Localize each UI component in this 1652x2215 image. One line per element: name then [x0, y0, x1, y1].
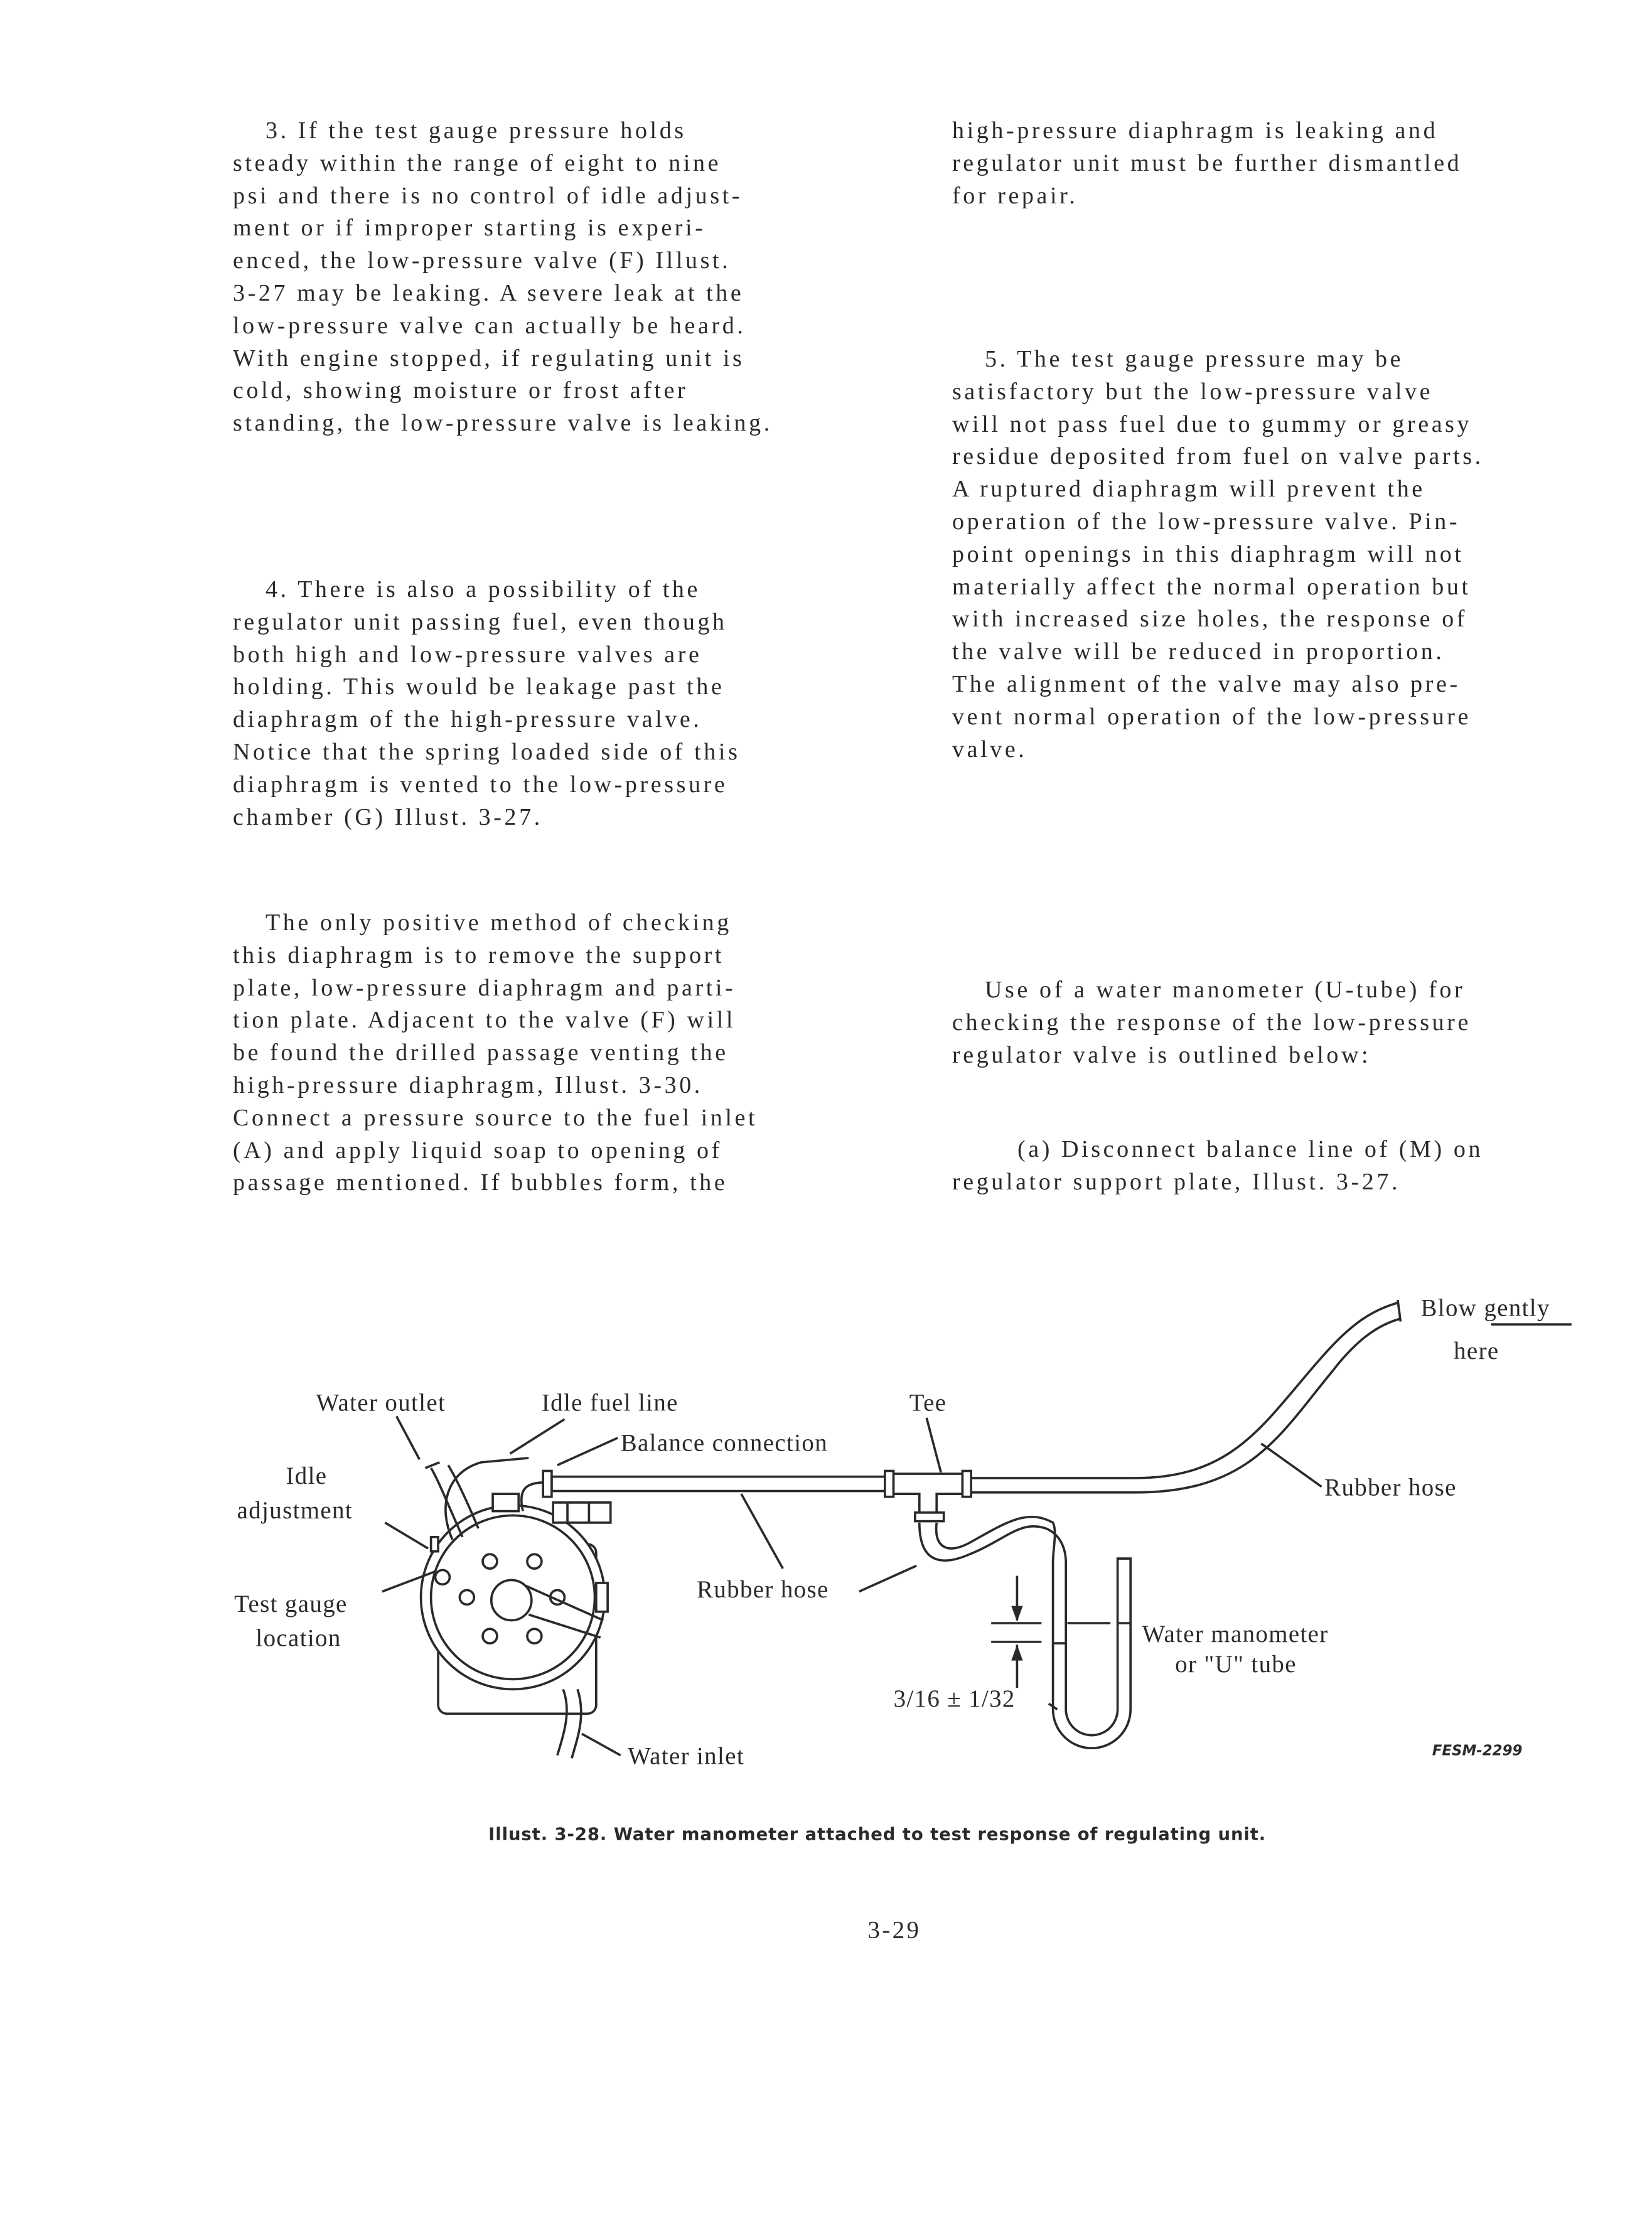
figure-caption: Illust. 3-28. Water manometer attached to test response of regulating unit. — [488, 1825, 1267, 1845]
text-line: both high and low-pressure valves are — [233, 641, 702, 668]
text-line: operation of the low-pressure valve. Pin- — [952, 508, 1461, 535]
text-line: plate, low-pressure diaphragm and parti- — [233, 974, 736, 1001]
text-line: regulator unit passing fuel, even though — [233, 608, 727, 635]
text-line: regulator valve is outlined below: — [952, 1041, 1371, 1068]
label-idle-fuel-line: Idle fuel line — [541, 1389, 678, 1417]
text-line: (a) Disconnect balance line of (M) on — [1017, 1136, 1484, 1162]
text-line: materially affect the normal operation but — [952, 573, 1471, 600]
text-line: residue deposited from fuel on valve parts. — [952, 443, 1484, 470]
label-idle-adjustment-line1: Idle — [286, 1462, 328, 1490]
text-line: cold, showing moisture or frost after — [233, 377, 689, 404]
text-line: high-pressure diaphragm is leaking and — [952, 117, 1439, 144]
label-here: here — [1454, 1338, 1499, 1365]
text-line: low-pressure valve can actually be heard. — [233, 312, 746, 339]
text-line: checking the response of the low-pressure — [952, 1009, 1471, 1036]
rubber-hose-to-manometer — [920, 1517, 1066, 1563]
text-line: holding. This would be leakage past the — [233, 673, 725, 700]
label-rubber-hose-lower: Rubber hose — [697, 1575, 829, 1603]
text-line: diaphragm is vented to the low-pressure — [233, 771, 728, 798]
label-balance-connection: Balance connection — [620, 1429, 829, 1457]
text-line: Notice that the spring loaded side of this — [233, 738, 741, 765]
text-line: will not pass fuel due to gummy or greasy — [952, 410, 1472, 437]
text-line: passage mentioned. If bubbles form, the — [233, 1169, 728, 1196]
label-test-gauge-line2: location — [255, 1624, 341, 1652]
text-line: vent normal operation of the low-pressure — [952, 703, 1472, 730]
text-line: 4. There is also a possibility of the — [266, 576, 700, 603]
text-line: valve. — [952, 736, 1027, 763]
text-line: The only positive method of checking — [266, 909, 732, 936]
text-line: Connect a pressure source to the fuel inlet — [233, 1104, 758, 1131]
text-line: 5. The test gauge pressure may be — [985, 346, 1404, 372]
text-line: diaphragm of the high-pressure valve. — [233, 706, 702, 733]
tee-fitting — [894, 1474, 963, 1514]
figure-id: FESM-2299 — [1432, 1742, 1523, 1759]
text-line: be found the drilled passage venting the — [233, 1039, 729, 1066]
text-line: psi and there is no control of idle adjust- — [233, 182, 743, 209]
text-line: A ruptured diaphragm will prevent the — [952, 476, 1425, 503]
label-water-inlet: Water inlet — [628, 1742, 745, 1770]
text-line: standing, the low-pressure valve is leaking. — [233, 410, 773, 437]
text-line: ment or if improper starting is experi- — [233, 215, 706, 242]
balance-line-hose — [552, 1477, 885, 1491]
text-line: this diaphragm is to remove the support — [233, 941, 725, 968]
text-line: for repair. — [952, 182, 1078, 209]
text-line: (A) and apply liquid soap to opening of — [233, 1137, 722, 1164]
label-dimension: 3/16 ± 1/32 — [893, 1685, 1016, 1712]
label-water-manometer: Water manometer — [1142, 1620, 1329, 1648]
text-line: chamber (G) Illust. 3-27. — [233, 803, 543, 830]
text-line: With engine stopped, if regulating unit is — [233, 345, 745, 372]
text-line: satisfactory but the low-pressure valve — [952, 378, 1434, 405]
page-number: 3-29 — [867, 1916, 921, 1944]
text-line: high-pressure diaphragm, Illust. 3-30. — [233, 1071, 703, 1098]
text-line: the valve will be reduced in proportion. — [952, 638, 1445, 665]
label-blow-gently: Blow gently — [1420, 1294, 1550, 1322]
text-line: point openings in this diaphragm will not — [952, 540, 1464, 567]
text-line: regulator support plate, Illust. 3-27. — [952, 1168, 1401, 1195]
label-water-outlet: Water outlet — [316, 1389, 446, 1417]
text-line: enced, the low-pressure valve (F) Illust. — [233, 247, 731, 274]
label-idle-adjustment-line2: adjustment — [237, 1497, 353, 1525]
text-line: Use of a water manometer (U-tube) for — [985, 977, 1466, 1003]
text-line: with increased size holes, the response of — [952, 606, 1468, 633]
rubber-hose-to-mouth — [971, 1303, 1400, 1493]
label-rubber-hose-upper: Rubber hose — [1324, 1474, 1457, 1501]
regulator-unit-drawing — [421, 1458, 611, 1758]
text-line: steady within the range of eight to nine — [233, 149, 722, 176]
label-tee: Tee — [909, 1389, 947, 1417]
text-line: tion plate. Adjacent to the valve (F) will — [233, 1007, 736, 1034]
label-u-tube: or "U" tube — [1175, 1650, 1297, 1678]
label-test-gauge-line1: Test gauge — [234, 1590, 348, 1617]
text-line: The alignment of the valve may also pre- — [952, 670, 1461, 697]
text-line: 3-27 may be leaking. A severe leak at the — [233, 279, 744, 306]
text-line: 3. If the test gauge pressure holds — [266, 117, 687, 144]
text-line: regulator unit must be further dismantled — [952, 149, 1462, 176]
water-manometer-drawing — [991, 1558, 1130, 1748]
